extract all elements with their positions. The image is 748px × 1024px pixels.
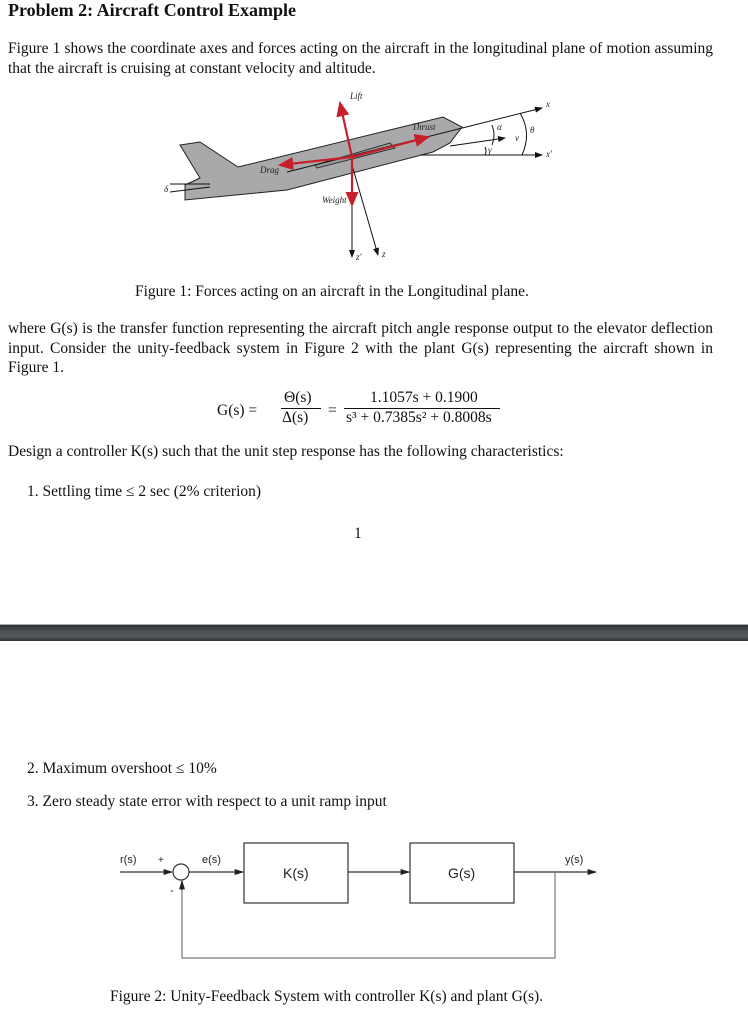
intro-paragraph: Figure 1 shows the coordinate axes and forces acting on the aircraft in the longitudinal plane of motion assuming that the aircraft is cruising at constant velocity and altitude. xyxy=(8,40,713,77)
weight-label: Weight xyxy=(322,195,347,205)
page-title: Problem 2: Aircraft Control Example xyxy=(8,0,296,20)
lift-label: Lift xyxy=(350,91,363,101)
thrust-label: Thrust xyxy=(412,122,436,132)
e-label: e(s) xyxy=(202,854,221,866)
aircraft-figure xyxy=(160,85,580,265)
design-text: Design a controller K(s) such that the unit step response has the following characteristics: xyxy=(8,443,564,460)
summing-junction xyxy=(173,864,189,880)
x-label: x xyxy=(546,99,550,109)
r-label: r(s) xyxy=(120,854,137,866)
z-prime-label: z' xyxy=(356,252,362,262)
minus-sign: - xyxy=(170,885,174,897)
requirement-item: 3. Zero steady state error with respect to a unit ramp input xyxy=(27,793,387,810)
gamma-label: γ xyxy=(488,145,492,155)
where-paragraph: where G(s) is the transfer function representing the aircraft pitch angle response output to the elevator deflection input. Consider the unity-feedback system in Figure 2 with the plant G(s) representing the aircraft shown in Figure 1. xyxy=(8,320,713,376)
theta-label: θ xyxy=(530,125,535,135)
page-number: 1 xyxy=(354,525,362,542)
delta-label: δ xyxy=(164,184,169,194)
k-block-label: K(s) xyxy=(283,865,309,881)
figure2-caption: Figure 2: Unity-Feedback System with controller K(s) and plant G(s). xyxy=(110,988,544,1005)
page-break-separator xyxy=(0,624,748,641)
figure1-caption: Figure 1: Forces acting on an aircraft in the Longitudinal plane. xyxy=(135,283,529,300)
y-label: y(s) xyxy=(565,854,584,866)
g-block-label: G(s) xyxy=(448,865,476,881)
requirement-item: 2. Maximum overshoot ≤ 10% xyxy=(27,760,217,777)
z-label: z xyxy=(382,249,386,259)
alpha-label: α xyxy=(497,122,502,132)
requirement-item: 1. Settling time ≤ 2 sec (2% criterion) xyxy=(27,483,262,500)
drag-label: Drag xyxy=(260,165,280,175)
plus-sign: + xyxy=(158,855,164,866)
v-label: v xyxy=(515,133,519,143)
block-diagram xyxy=(100,830,620,970)
x-prime-label: x' xyxy=(546,149,552,159)
